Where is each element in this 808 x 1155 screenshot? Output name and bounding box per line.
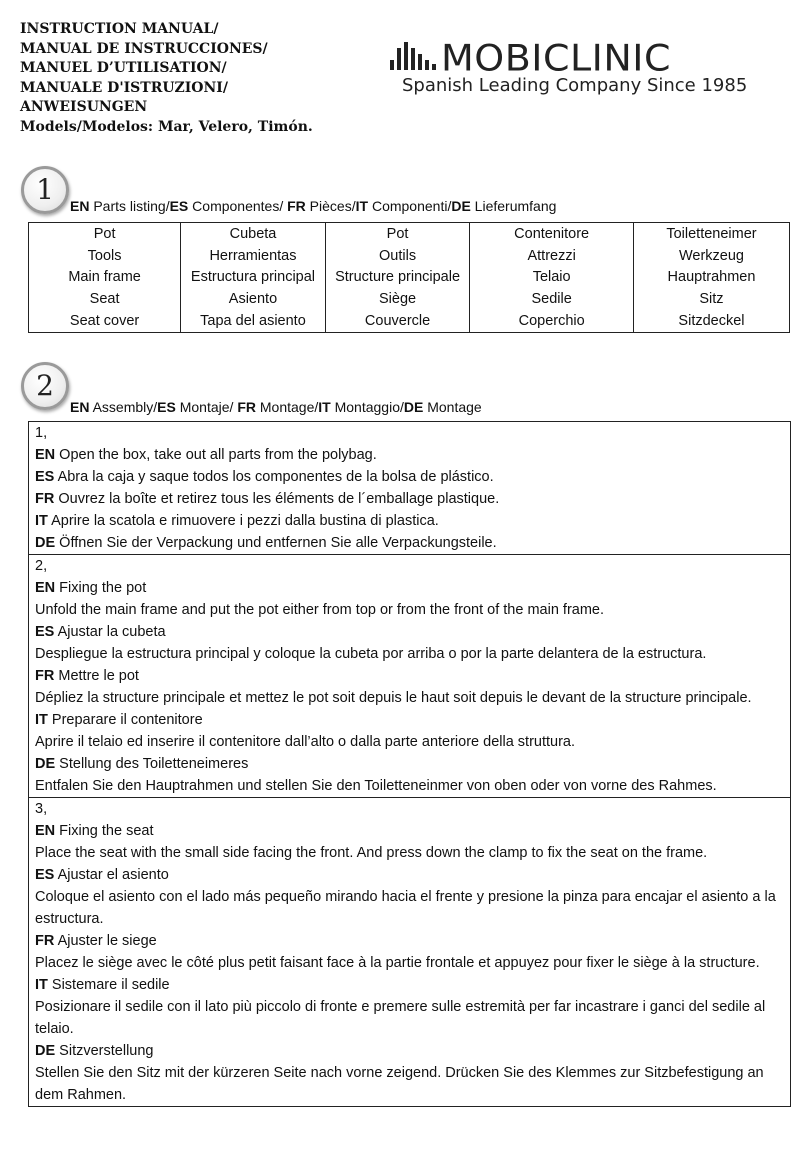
section-number: 1 xyxy=(36,173,54,206)
section-number-badge xyxy=(21,362,69,410)
instruction-line xyxy=(35,1040,784,1062)
language-code: EN xyxy=(70,198,90,214)
language-code: FR xyxy=(287,198,306,214)
section1-heading xyxy=(70,198,556,214)
instruction-text: Abra la caja y saque todos los componentes de la bolsa de plástico. xyxy=(54,469,494,485)
table-row xyxy=(29,310,790,332)
table-cell: Main frame xyxy=(29,267,181,289)
language-code: IT xyxy=(35,513,48,529)
instruction-line xyxy=(35,643,784,665)
instruction-line xyxy=(35,820,784,842)
instruction-line xyxy=(35,930,784,952)
instruction-text: Öffnen Sie der Verpackung und entfernen Sie alle Verpackungsteile. xyxy=(55,535,497,551)
table-cell: Tools xyxy=(29,245,181,267)
instruction-line xyxy=(35,864,784,886)
instruction-line xyxy=(35,488,784,510)
brand-logo xyxy=(388,38,758,98)
language-code: FR xyxy=(237,399,256,415)
table-cell: Couvercle xyxy=(325,310,470,332)
instruction-line xyxy=(35,775,784,797)
table-cell: Sitzdeckel xyxy=(633,310,789,332)
language-code: IT xyxy=(355,198,369,214)
instruction-text: Open the box, take out all parts from the polybag. xyxy=(55,447,377,463)
models-line: Models/Modelos: Mar, Velero, Timón. xyxy=(20,118,313,135)
heading-text: Lieferumfang xyxy=(470,198,557,214)
instruction-text: Unfold the main frame and put the pot either from top or from the front of the main frame. xyxy=(35,602,605,618)
table-cell: Structure principale xyxy=(325,267,470,289)
instruction-text: Ajustar la cubeta xyxy=(54,624,166,640)
table-cell: Werkzeug xyxy=(633,245,789,267)
language-code: IT xyxy=(35,977,48,993)
table-cell: Contenitore xyxy=(470,223,634,245)
instruction-line xyxy=(35,1062,784,1106)
instruction-line xyxy=(35,599,784,621)
manual-title xyxy=(20,20,313,137)
table-cell: Seat xyxy=(29,288,181,310)
heading-text: Assembly/ xyxy=(89,399,158,415)
table-cell: Attrezzi xyxy=(470,245,634,267)
table-cell: Cubeta xyxy=(181,223,326,245)
instruction-text: Dépliez la structure principale et mettez le pot soit depuis le haut soit depuis le devant de la structure principale. xyxy=(35,690,752,706)
instruction-text: Despliegue la estructura principal y coloque la cubeta por arriba o por la parte delantera de la estructura. xyxy=(35,646,707,662)
table-cell: Pot xyxy=(29,223,181,245)
language-code: IT xyxy=(318,399,331,415)
table-cell: Estructura principal xyxy=(181,267,326,289)
instruction-text: Ajuster le siege xyxy=(54,933,157,949)
language-code: FR xyxy=(35,933,55,949)
language-code: ES xyxy=(35,867,55,883)
title-line: MANUEL D’UTILISATION/ xyxy=(20,60,227,76)
table-cell: Seat cover xyxy=(29,310,181,332)
brand-name: MOBICLINIC xyxy=(441,37,672,79)
table-row xyxy=(29,223,790,245)
table-cell: Siège xyxy=(325,288,470,310)
step-number: 3, xyxy=(35,801,48,817)
instruction-text: Stellen Sie den Sitz mit der kürzeren Seite nach vorne zeigend. Drücken Sie des Klemmes zur Sitzbefestigung an dem Rahmen. xyxy=(35,1065,764,1103)
instruction-text: Mettre le pot xyxy=(54,668,139,684)
heading-text: Montaggio/ xyxy=(330,399,404,415)
assembly-step xyxy=(29,554,790,797)
instruction-text: Coloque el asiento con el lado más pequeño mirando hacia el frente y presione la pinza para encajar el asiento a la estructura. xyxy=(35,889,776,927)
instruction-line xyxy=(35,709,784,731)
instruction-line xyxy=(35,444,784,466)
instruction-line xyxy=(35,621,784,643)
step-number: 2, xyxy=(35,558,48,574)
title-line: MANUALE D'ISTRUZIONI/ xyxy=(20,79,228,96)
step-number: 1, xyxy=(35,425,48,441)
language-code: IT xyxy=(35,712,48,728)
heading-text: Componentes/ xyxy=(188,198,288,214)
table-cell: Outils xyxy=(325,245,470,267)
instruction-line xyxy=(35,577,784,599)
instruction-line xyxy=(35,731,784,753)
section-number-badge xyxy=(21,166,69,214)
table-cell: Pot xyxy=(325,223,470,245)
heading-text: Pièces/ xyxy=(305,198,356,214)
instruction-text: Placez le siège avec le côté plus petit faisant face à la partie frontale et appuyez pour fixer le siège à la structure. xyxy=(35,955,760,971)
instruction-line xyxy=(35,687,784,709)
instruction-line xyxy=(35,996,784,1040)
instruction-text: Ouvrez la boîte et retirez tous les éléments de l´emballage plastique. xyxy=(54,491,500,507)
instruction-line xyxy=(35,952,784,974)
table-row xyxy=(29,245,790,267)
instruction-text: Fixing the pot xyxy=(55,580,147,596)
instruction-text: Entfalen Sie den Hauptrahmen und stellen Sie den Toiletteneinmer von oben oder von vorne des Rahmes. xyxy=(35,778,717,794)
assembly-step xyxy=(29,797,790,1106)
table-cell: Toiletteneimer xyxy=(633,223,789,245)
table-row xyxy=(29,267,790,289)
heading-text: Componenti/ xyxy=(368,198,452,214)
instruction-line xyxy=(35,842,784,864)
language-code: DE xyxy=(35,756,56,772)
language-code: FR xyxy=(35,668,55,684)
instruction-text: Stellung des Toiletteneimeres xyxy=(55,756,249,772)
language-code: ES xyxy=(169,198,189,214)
instruction-line xyxy=(35,886,784,930)
table-row xyxy=(29,288,790,310)
instruction-text: Preparare il contenitore xyxy=(47,712,203,728)
language-code: DE xyxy=(403,399,424,415)
brand-tagline: Spanish Leading Company Since 1985 xyxy=(402,75,748,96)
instruction-line xyxy=(35,532,784,554)
instruction-line xyxy=(35,510,784,532)
language-code: DE xyxy=(35,535,56,551)
section2-heading xyxy=(70,399,482,415)
heading-text: Montage/ xyxy=(256,399,319,415)
table-cell: Sitz xyxy=(633,288,789,310)
instruction-text: Sistemare il sedile xyxy=(47,977,170,993)
instruction-text: Aprire la scatola e rimuovere i pezzi dalla bustina di plastica. xyxy=(47,513,439,529)
instruction-text: Sitzverstellung xyxy=(55,1043,154,1059)
language-code: ES xyxy=(157,399,176,415)
language-code: ES xyxy=(35,624,55,640)
heading-text: Parts listing/ xyxy=(89,198,170,214)
instruction-line xyxy=(35,466,784,488)
title-line: ANWEISUNGEN xyxy=(20,99,148,115)
language-code: EN xyxy=(35,580,56,596)
table-cell: Asiento xyxy=(181,288,326,310)
assembly-steps xyxy=(28,421,791,1107)
assembly-step xyxy=(29,422,790,554)
table-cell: Sedile xyxy=(470,288,634,310)
title-line: MANUAL DE INSTRUCCIONES/ xyxy=(20,40,268,57)
language-code: EN xyxy=(35,447,56,463)
instruction-text: Posizionare il sedile con il lato più piccolo di fronte e premere sulle estremità per far incastrare i ganci del sedile al telaio. xyxy=(35,999,766,1037)
table-cell: Hauptrahmen xyxy=(633,267,789,289)
bar-chart-logo-icon xyxy=(390,40,438,76)
language-code: EN xyxy=(70,399,90,415)
table-cell: Telaio xyxy=(470,267,634,289)
instruction-text: Ajustar el asiento xyxy=(54,867,169,883)
heading-text: Montaje/ xyxy=(175,399,238,415)
table-cell: Herramientas xyxy=(181,245,326,267)
language-code: DE xyxy=(35,1043,56,1059)
instruction-line xyxy=(35,665,784,687)
section-number: 2 xyxy=(36,369,54,402)
instruction-text: Place the seat with the small side facing the front. And press down the clamp to fix the seat on the frame. xyxy=(35,845,708,861)
language-code: FR xyxy=(35,491,55,507)
table-cell: Coperchio xyxy=(470,310,634,332)
instruction-text: Aprire il telaio ed inserire il contenitore dall’alto o dalla parte anteriore della struttura. xyxy=(35,734,576,750)
language-code: ES xyxy=(35,469,55,485)
language-code: DE xyxy=(451,198,471,214)
table-cell: Tapa del asiento xyxy=(181,310,326,332)
instruction-line xyxy=(35,753,784,775)
heading-text: Montage xyxy=(423,399,482,415)
instruction-line xyxy=(35,974,784,996)
title-line: INSTRUCTION MANUAL/ xyxy=(20,21,219,37)
parts-table xyxy=(28,222,790,333)
language-code: EN xyxy=(35,823,56,839)
instruction-text: Fixing the seat xyxy=(55,823,154,839)
